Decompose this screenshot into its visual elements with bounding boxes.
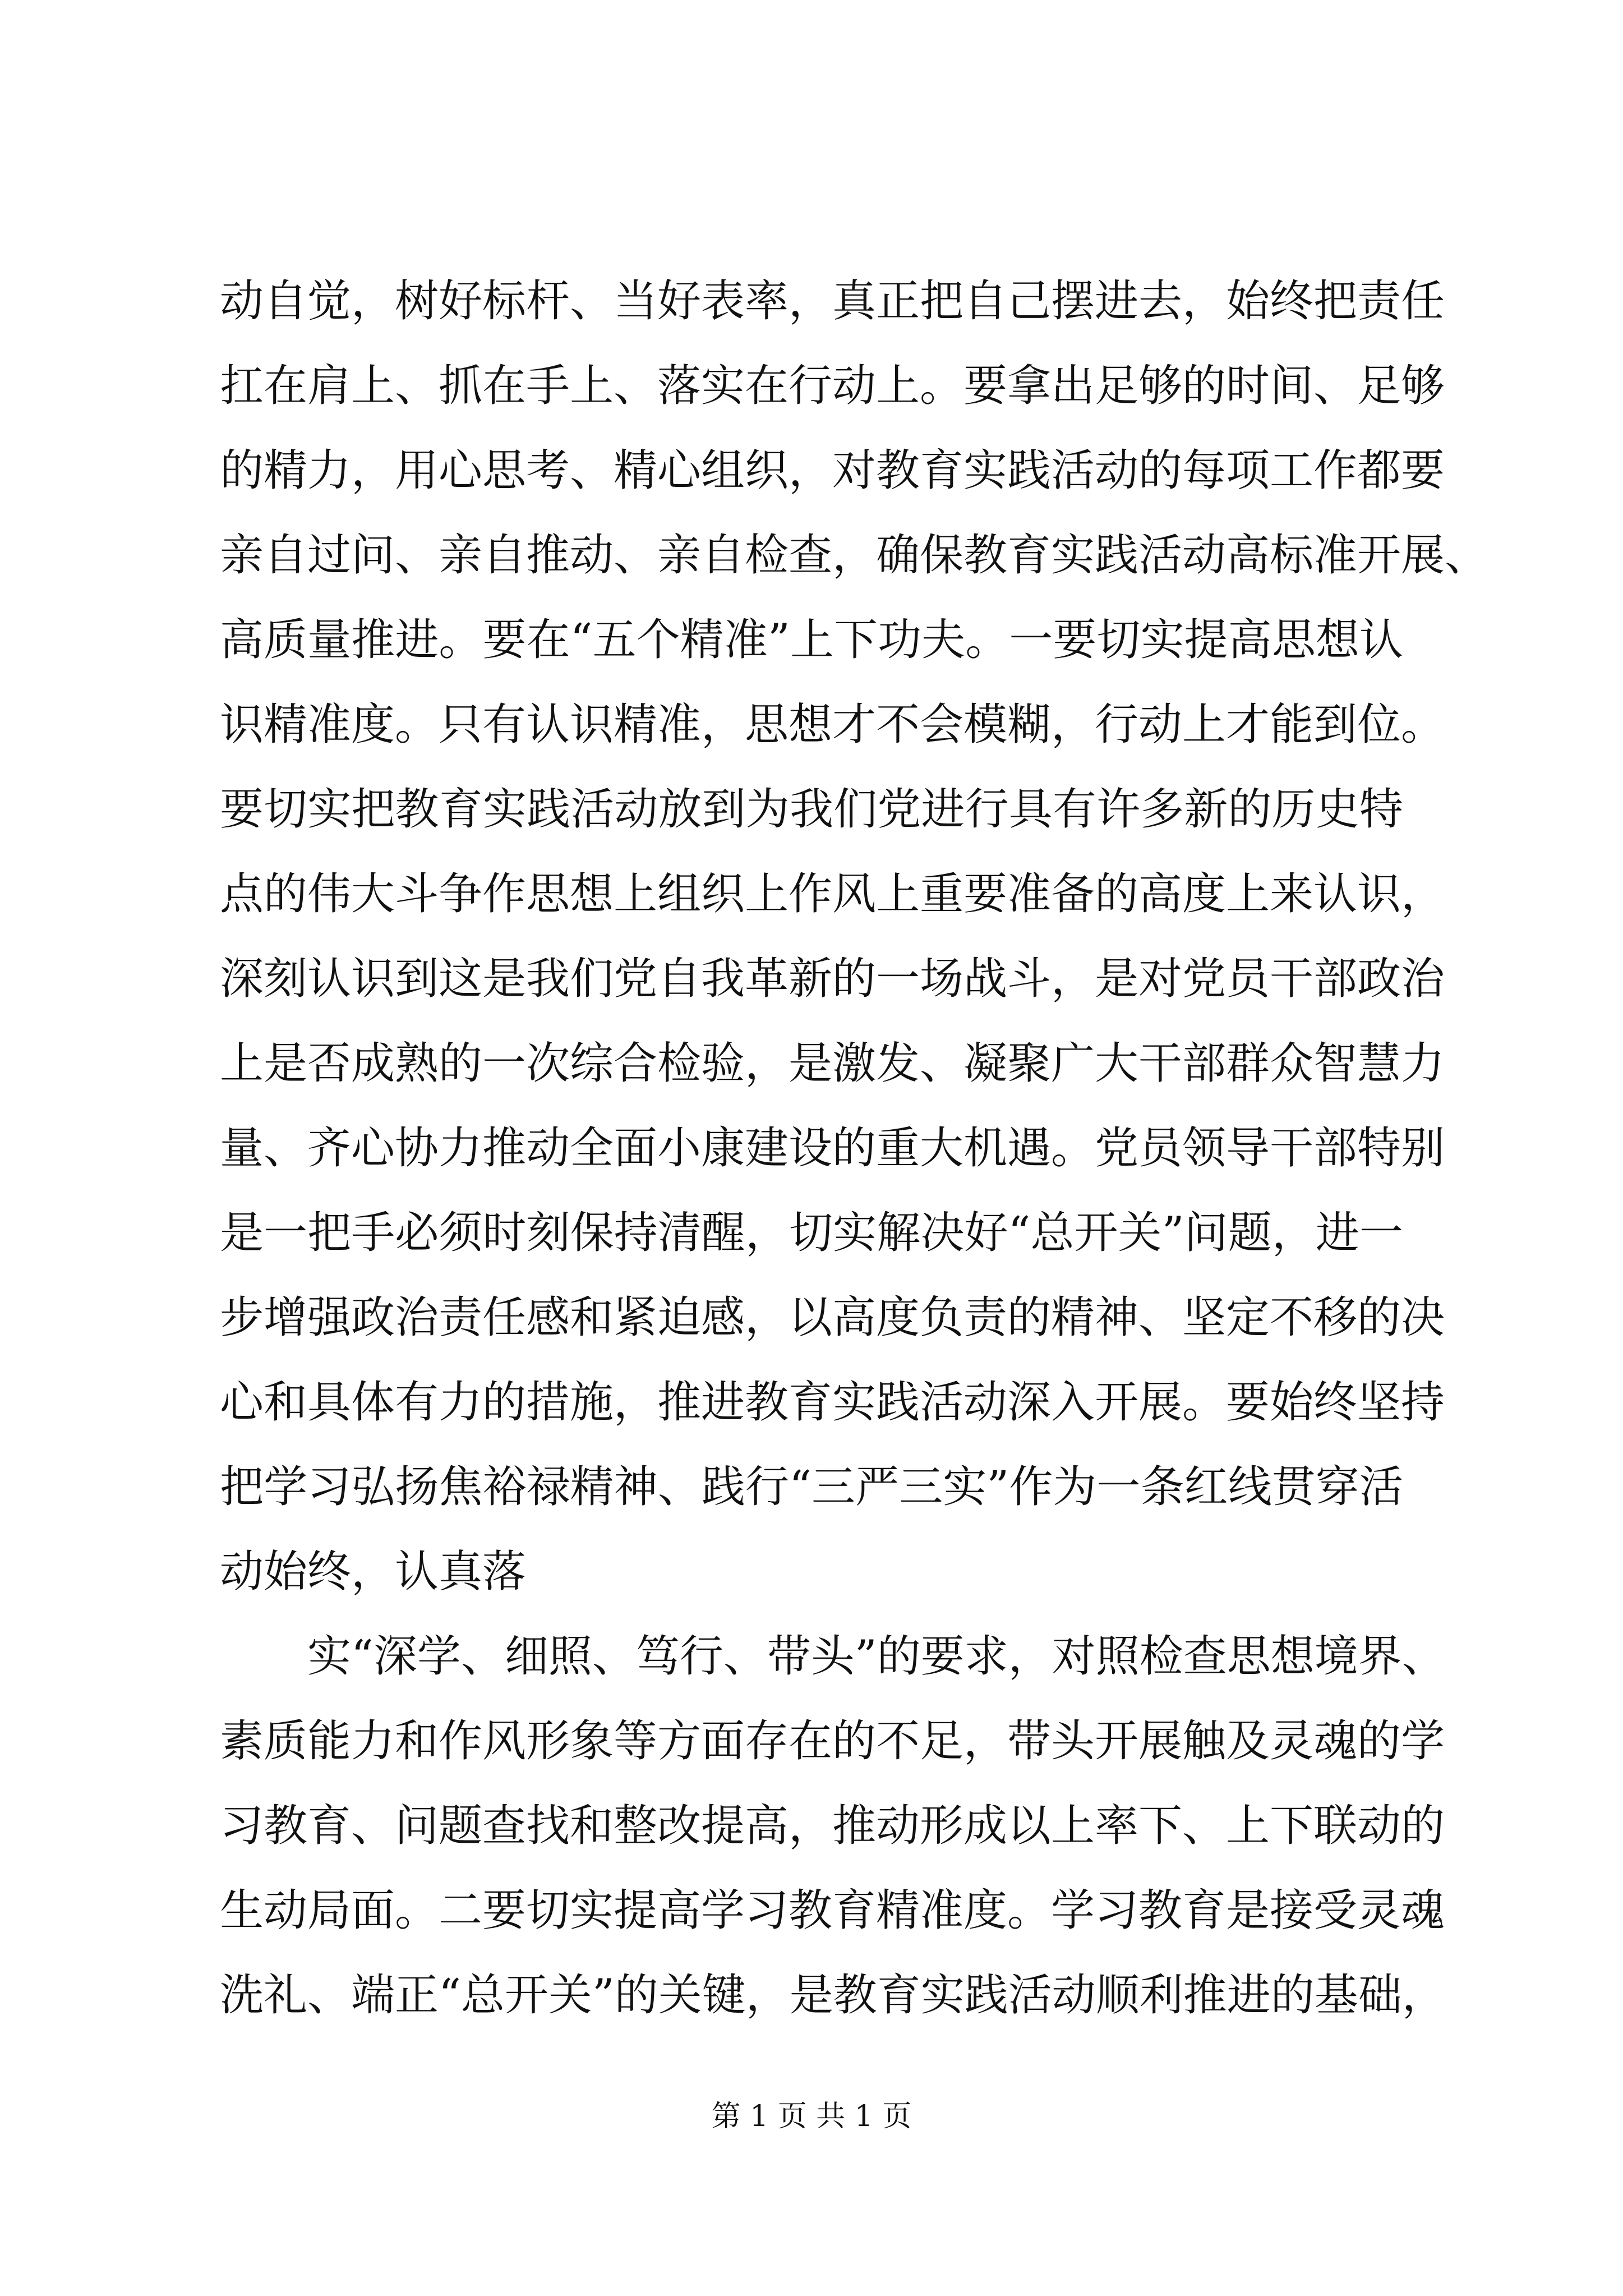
text-line: 识精准度。只有认识精准，思想才不会模糊，行动上才能到位。 xyxy=(220,700,1445,750)
text-line: 习教育、问题查找和整改提高，推动形成以上率下、上下联动的 xyxy=(220,1801,1445,1851)
text-line: 动自觉，树好标杆、当好表率，真正把自己摆进去，始终把责任 xyxy=(220,276,1445,326)
text-line: 实“深学、细照、笃行、带头”的要求，对照检查思想境界、 xyxy=(307,1631,1446,1682)
text-line: 上是否成熟的一次综合检验，是激发、凝聚广大干部群众智慧力 xyxy=(220,1038,1445,1089)
text-line: 步增强政治责任感和紧迫感，以高度负责的精神、坚定不移的决 xyxy=(220,1292,1445,1343)
body-text xyxy=(220,259,1489,2038)
text-line: 的精力，用心思考、精心组织，对教育实践活动的每项工作都要 xyxy=(220,445,1445,496)
text-line: 深刻认识到这是我们党自我革新的一场战斗，是对党员干部政治 xyxy=(220,954,1445,1004)
text-line: 要切实把教育实践活动放到为我们党进行具有许多新的历史特 xyxy=(220,784,1403,835)
page-number-label: 第 1 页 共 1 页 xyxy=(711,2100,912,2133)
text-line: 生动局面。二要切实提高学习教育精准度。学习教育是接受灵魂 xyxy=(220,1885,1445,1936)
text-line: 把学习弘扬焦裕禄精神、践行“三严三实”作为一条红线贯穿活 xyxy=(220,1462,1403,1512)
text-line: 动始终，认真落 xyxy=(220,1547,527,1597)
text-line: 是一把手必须时刻保持清醒，切实解决好“总开关”问题，进一 xyxy=(220,1208,1403,1258)
text-line: 量、齐心协力推动全面小康建设的重大机遇。党员领导干部特别 xyxy=(220,1123,1445,1174)
text-line: 素质能力和作风形象等方面存在的不足，带头开展触及灵魂的学 xyxy=(220,1716,1445,1766)
page-footer xyxy=(0,2097,1623,2136)
text-line: 心和具体有力的措施，推进教育实践活动深入开展。要始终坚持 xyxy=(220,1377,1445,1428)
text-line: 洗礼、端正“总开关”的关键，是教育实践活动顺利推进的基础， xyxy=(220,1970,1446,2021)
text-line: 扛在肩上、抓在手上、落实在行动上。要拿出足够的时间、足够 xyxy=(220,361,1445,411)
text-line: 亲自过问、亲自推动、亲自检查，确保教育实践活动高标准开展、 xyxy=(220,530,1489,581)
paragraph-1 xyxy=(220,259,1489,1614)
text-line: 高质量推进。要在“五个精准”上下功夫。一要切实提高思想认 xyxy=(220,615,1403,665)
paragraph-2 xyxy=(220,1614,1446,2038)
text-line: 点的伟大斗争作思想上组织上作风上重要准备的高度上来认识， xyxy=(220,869,1445,919)
